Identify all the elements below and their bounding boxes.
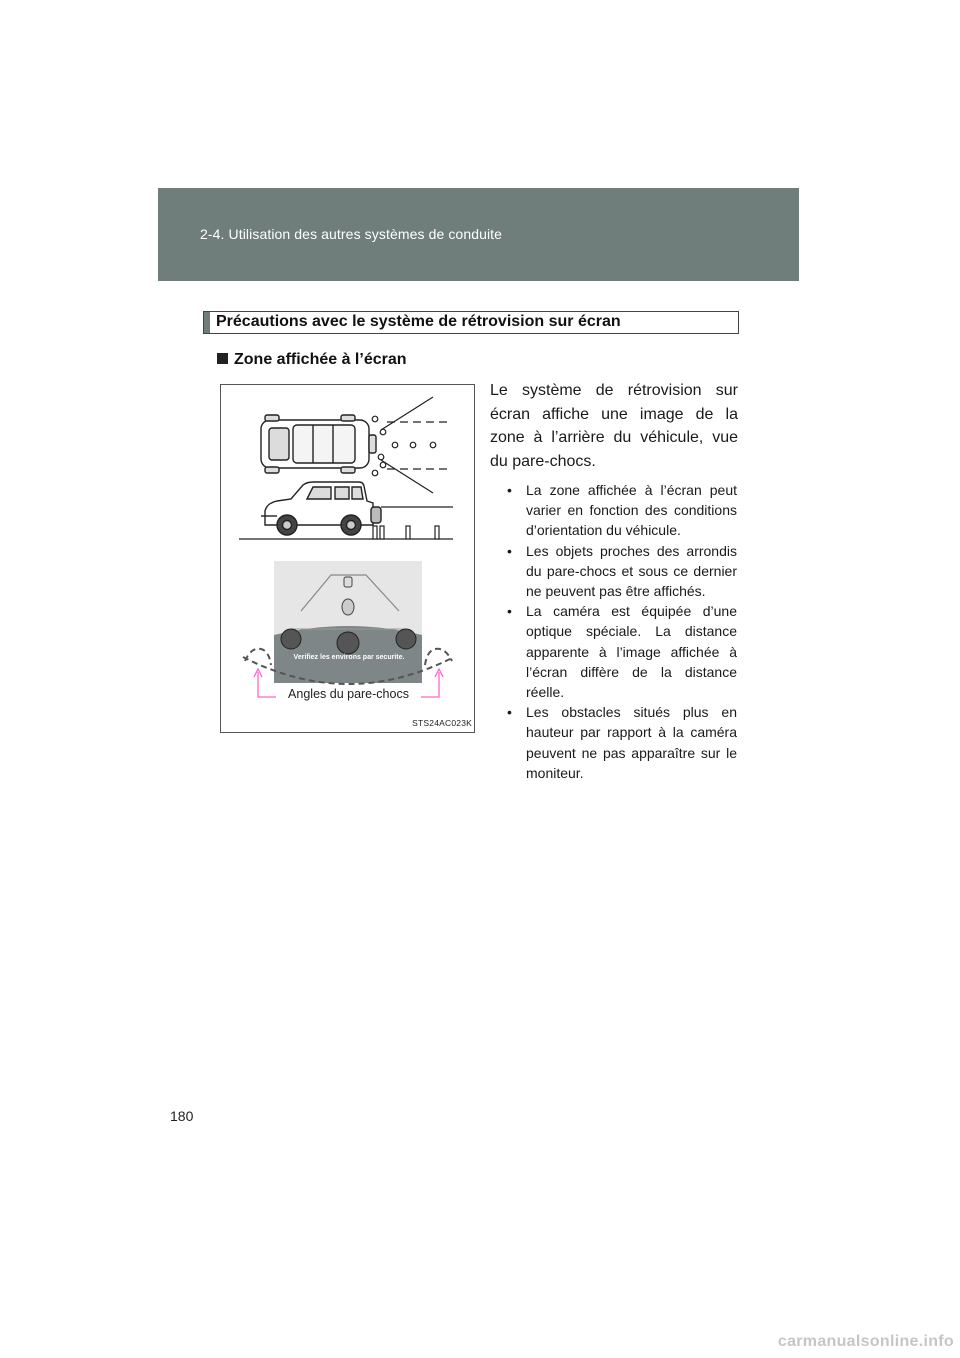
subheading (217, 351, 407, 369)
monitor-overlay-caption: Verifiez les environs par securite. (293, 654, 405, 661)
section-title: Précautions avec le système de rétrovision sur écran (216, 313, 621, 330)
list-item-text: La zone affichée à l’écran peut varier en fonction des conditions d’orientation du véhicule. (526, 482, 737, 539)
figure-code: STS24AC023K (412, 718, 472, 728)
section-title-bar (204, 312, 210, 333)
notes-list (507, 480, 737, 783)
subheading-label: Zone affichée à l’écran (234, 351, 407, 368)
figure-illustration (221, 385, 476, 734)
rear-sensor-markers (372, 416, 436, 476)
bumper-angles-label: Angles du pare-chocs (288, 687, 409, 701)
list-item-text: La caméra est équipée d’une optique spéciale. La distance apparente à l’image affichée à l’écran diffère de la distance réelle. (526, 603, 737, 701)
monitor-image (274, 561, 422, 683)
watermark: carmanualsonline.info (777, 1333, 954, 1350)
rear-obstacle-posts (373, 526, 439, 539)
bullet-glyph: • (507, 482, 512, 498)
lead-paragraph: Le système de rétrovision sur écran affiche une image de la zone à l’arrière du véhicule, vue du pare-chocs. (490, 382, 738, 470)
list-item (507, 541, 737, 602)
list-item (507, 702, 737, 783)
top-view-vehicle-icon (261, 415, 376, 473)
list-item-text: Les obstacles situés plus en hauteur par rapport à la caméra peuvent ne pas apparaître sur le moniteur. (526, 704, 737, 781)
section-title-box (203, 311, 739, 334)
list-item-text: Les objets proches des arrondis du pare-chocs et sous ce dernier ne peuvent pas être affichés. (526, 542, 737, 600)
bullet-glyph: • (507, 542, 512, 559)
page-number: 180 (170, 1108, 194, 1124)
list-item (507, 601, 737, 702)
bullet-glyph: • (507, 704, 512, 721)
bullet-glyph: • (507, 603, 512, 620)
chapter-title: 2-4. Utilisation des autres systèmes de conduite (200, 226, 503, 242)
square-bullet-icon (217, 353, 228, 364)
rear-view-camera-figure (220, 384, 475, 733)
chapter-header-band (158, 188, 799, 281)
side-view-vehicle-icon (261, 482, 381, 535)
list-item (507, 480, 737, 541)
